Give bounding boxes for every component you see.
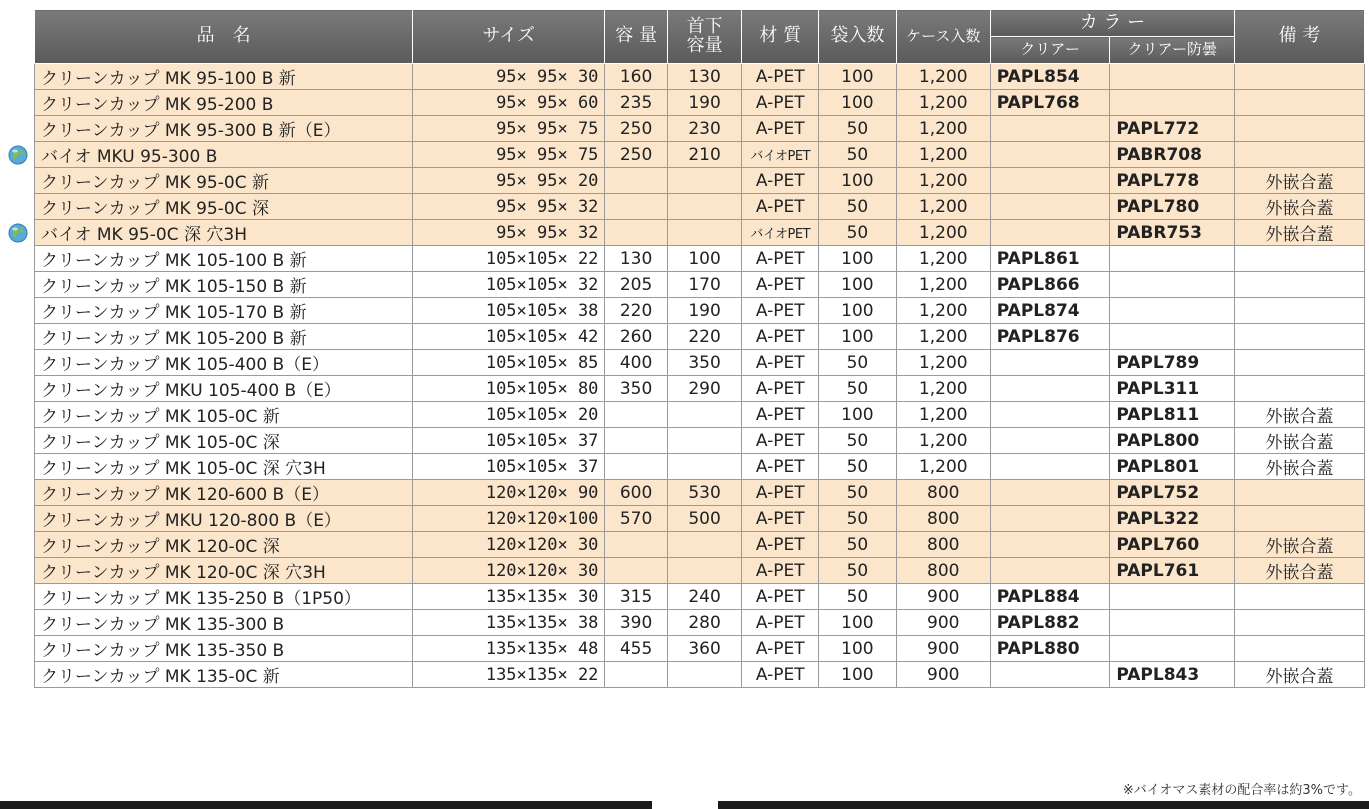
clear-code-cell: PAPL876 xyxy=(990,324,1110,350)
antifog-code-cell: PAPL761 xyxy=(1110,558,1235,584)
clear-code-cell xyxy=(990,220,1110,246)
product-name-cell: クリーンカップ MK 120-0C 深 xyxy=(35,532,413,558)
bag-qty-cell: 100 xyxy=(819,324,897,350)
table-row xyxy=(35,64,1365,90)
size-cell: 120×120× 30 xyxy=(413,532,605,558)
header-color: カ ラ ー xyxy=(990,10,1234,37)
clear-code-cell xyxy=(990,428,1110,454)
bag-qty-cell: 50 xyxy=(819,454,897,480)
case-qty-cell: 900 xyxy=(896,610,990,636)
bag-qty-cell: 100 xyxy=(819,662,897,688)
case-qty-cell: 1,200 xyxy=(896,324,990,350)
case-qty-cell: 800 xyxy=(896,480,990,506)
table-row xyxy=(35,350,1365,376)
capacity-cell: 400 xyxy=(605,350,667,376)
product-name-cell: バイオ MKU 95-300 B xyxy=(35,142,413,168)
size-cell: 95× 95× 30 xyxy=(413,64,605,90)
header-size: サイズ xyxy=(413,10,605,64)
neck-capacity-cell: 130 xyxy=(667,64,742,90)
product-name-cell: クリーンカップ MK 95-200 B xyxy=(35,90,413,116)
size-cell: 105×105× 37 xyxy=(413,454,605,480)
antifog-code-cell: PAPL801 xyxy=(1110,454,1235,480)
size-cell: 105×105× 80 xyxy=(413,376,605,402)
size-cell: 135×135× 48 xyxy=(413,636,605,662)
product-name-cell: クリーンカップ MK 105-200 B 新 xyxy=(35,324,413,350)
clear-code-cell xyxy=(990,558,1110,584)
clear-code-cell: PAPL884 xyxy=(990,584,1110,610)
size-cell: 135×135× 38 xyxy=(413,610,605,636)
antifog-code-cell xyxy=(1110,90,1235,116)
case-qty-cell: 1,200 xyxy=(896,90,990,116)
material-cell: A-PET xyxy=(742,506,819,532)
material-cell: A-PET xyxy=(742,454,819,480)
neck-capacity-cell xyxy=(667,402,742,428)
table-row xyxy=(35,298,1365,324)
material-cell: A-PET xyxy=(742,636,819,662)
bio-globe-icon xyxy=(8,223,28,243)
bag-qty-cell: 100 xyxy=(819,168,897,194)
remarks-cell xyxy=(1235,610,1365,636)
remarks-cell: 外嵌合蓋 xyxy=(1235,402,1365,428)
header-bag-qty: 袋入数 xyxy=(819,10,897,64)
case-qty-cell: 900 xyxy=(896,636,990,662)
capacity-cell: 315 xyxy=(605,584,667,610)
capacity-cell xyxy=(605,532,667,558)
antifog-code-cell: PABR753 xyxy=(1110,220,1235,246)
product-name-cell: クリーンカップ MK 95-0C 深 xyxy=(35,194,413,220)
antifog-code-cell: PAPL778 xyxy=(1110,168,1235,194)
remarks-cell xyxy=(1235,142,1365,168)
size-cell: 95× 95× 20 xyxy=(413,168,605,194)
case-qty-cell: 1,200 xyxy=(896,298,990,324)
case-qty-cell: 1,200 xyxy=(896,428,990,454)
material-cell: A-PET xyxy=(742,662,819,688)
antifog-code-cell xyxy=(1110,636,1235,662)
capacity-cell xyxy=(605,454,667,480)
clear-code-cell xyxy=(990,116,1110,142)
product-name-cell: クリーンカップ MK 105-170 B 新 xyxy=(35,298,413,324)
material-cell: A-PET xyxy=(742,584,819,610)
clear-code-cell xyxy=(990,532,1110,558)
capacity-cell xyxy=(605,194,667,220)
clear-code-cell: PAPL882 xyxy=(990,610,1110,636)
table-row xyxy=(35,584,1365,610)
table-row xyxy=(35,116,1365,142)
size-cell: 105×105× 32 xyxy=(413,272,605,298)
neck-capacity-cell: 280 xyxy=(667,610,742,636)
remarks-cell xyxy=(1235,584,1365,610)
bag-qty-cell: 50 xyxy=(819,506,897,532)
case-qty-cell: 1,200 xyxy=(896,142,990,168)
neck-capacity-cell: 290 xyxy=(667,376,742,402)
table-row xyxy=(35,558,1365,584)
case-qty-cell: 1,200 xyxy=(896,220,990,246)
remarks-cell xyxy=(1235,636,1365,662)
clear-code-cell xyxy=(990,454,1110,480)
material-cell: A-PET xyxy=(742,116,819,142)
remarks-cell: 外嵌合蓋 xyxy=(1235,168,1365,194)
table-row xyxy=(35,194,1365,220)
capacity-cell: 260 xyxy=(605,324,667,350)
capacity-cell: 250 xyxy=(605,116,667,142)
neck-capacity-cell: 360 xyxy=(667,636,742,662)
neck-capacity-cell: 170 xyxy=(667,272,742,298)
header-case-qty: ケース入数 xyxy=(896,10,990,64)
size-cell: 135×135× 30 xyxy=(413,584,605,610)
bag-qty-cell: 100 xyxy=(819,298,897,324)
table-row xyxy=(35,480,1365,506)
product-name-cell: バイオ MK 95-0C 深 穴3H xyxy=(35,220,413,246)
material-cell: A-PET xyxy=(742,480,819,506)
clear-code-cell: PAPL861 xyxy=(990,246,1110,272)
material-cell: A-PET xyxy=(742,558,819,584)
antifog-code-cell xyxy=(1110,610,1235,636)
clear-code-cell: PAPL768 xyxy=(990,90,1110,116)
material-cell: A-PET xyxy=(742,428,819,454)
bag-qty-cell: 100 xyxy=(819,402,897,428)
bag-qty-cell: 50 xyxy=(819,428,897,454)
table-row xyxy=(35,246,1365,272)
capacity-cell: 250 xyxy=(605,142,667,168)
table-row xyxy=(35,402,1365,428)
size-cell: 135×135× 22 xyxy=(413,662,605,688)
clear-code-cell: PAPL866 xyxy=(990,272,1110,298)
clear-code-cell xyxy=(990,402,1110,428)
bag-qty-cell: 50 xyxy=(819,532,897,558)
case-qty-cell: 900 xyxy=(896,662,990,688)
table-row xyxy=(35,220,1365,246)
table-row xyxy=(35,90,1365,116)
neck-capacity-cell: 500 xyxy=(667,506,742,532)
table-row xyxy=(35,324,1365,350)
remarks-cell: 外嵌合蓋 xyxy=(1235,454,1365,480)
neck-capacity-cell xyxy=(667,532,742,558)
bag-qty-cell: 100 xyxy=(819,636,897,662)
antifog-code-cell: PAPL811 xyxy=(1110,402,1235,428)
product-name-cell: クリーンカップ MK 120-0C 深 穴3H xyxy=(35,558,413,584)
table-row xyxy=(35,272,1365,298)
antifog-code-cell: PAPL843 xyxy=(1110,662,1235,688)
neck-capacity-cell xyxy=(667,168,742,194)
material-cell: A-PET xyxy=(742,272,819,298)
bag-qty-cell: 100 xyxy=(819,610,897,636)
bag-qty-cell: 50 xyxy=(819,558,897,584)
neck-capacity-cell: 350 xyxy=(667,350,742,376)
remarks-cell xyxy=(1235,298,1365,324)
antifog-code-cell: PAPL760 xyxy=(1110,532,1235,558)
material-cell: バイオPET xyxy=(742,142,819,168)
antifog-code-cell: PAPL780 xyxy=(1110,194,1235,220)
bag-qty-cell: 50 xyxy=(819,116,897,142)
table-row xyxy=(35,532,1365,558)
table-body xyxy=(35,64,1365,688)
antifog-code-cell: PAPL800 xyxy=(1110,428,1235,454)
product-name-cell: クリーンカップ MK 105-150 B 新 xyxy=(35,272,413,298)
antifog-code-cell xyxy=(1110,324,1235,350)
capacity-cell: 130 xyxy=(605,246,667,272)
size-cell: 95× 95× 75 xyxy=(413,142,605,168)
clear-code-cell xyxy=(990,480,1110,506)
bag-qty-cell: 100 xyxy=(819,64,897,90)
antifog-code-cell: PAPL322 xyxy=(1110,506,1235,532)
size-cell: 105×105× 38 xyxy=(413,298,605,324)
product-spec-table xyxy=(34,9,1365,688)
material-cell: A-PET xyxy=(742,298,819,324)
case-qty-cell: 1,200 xyxy=(896,168,990,194)
product-name-cell: クリーンカップ MKU 105-400 B（E） xyxy=(35,376,413,402)
material-cell: A-PET xyxy=(742,610,819,636)
neck-capacity-cell: 190 xyxy=(667,90,742,116)
size-cell: 120×120×100 xyxy=(413,506,605,532)
bag-qty-cell: 50 xyxy=(819,376,897,402)
product-name-cell: クリーンカップ MK 105-400 B（E） xyxy=(35,350,413,376)
remarks-cell xyxy=(1235,324,1365,350)
clear-code-cell xyxy=(990,350,1110,376)
material-cell: A-PET xyxy=(742,168,819,194)
size-cell: 95× 95× 60 xyxy=(413,90,605,116)
size-cell: 105×105× 22 xyxy=(413,246,605,272)
bag-qty-cell: 100 xyxy=(819,90,897,116)
antifog-code-cell xyxy=(1110,246,1235,272)
product-name-cell: クリーンカップ MK 105-0C 深 xyxy=(35,428,413,454)
footnote: ※バイオマス素材の配合率は約3%です。 xyxy=(1122,783,1361,798)
material-cell: A-PET xyxy=(742,350,819,376)
neck-capacity-cell: 190 xyxy=(667,298,742,324)
remarks-cell: 外嵌合蓋 xyxy=(1235,558,1365,584)
remarks-cell xyxy=(1235,506,1365,532)
antifog-code-cell: PAPL752 xyxy=(1110,480,1235,506)
product-name-cell: クリーンカップ MK 120-600 B（E） xyxy=(35,480,413,506)
product-name-cell: クリーンカップ MK 135-0C 新 xyxy=(35,662,413,688)
remarks-cell xyxy=(1235,376,1365,402)
product-name-cell: クリーンカップ MK 135-300 B xyxy=(35,610,413,636)
header-clear: クリアー xyxy=(990,37,1110,64)
capacity-cell: 235 xyxy=(605,90,667,116)
product-name-cell: クリーンカップ MK 95-300 B 新（E） xyxy=(35,116,413,142)
neck-capacity-cell: 100 xyxy=(667,246,742,272)
table-row xyxy=(35,506,1365,532)
bio-icon-column xyxy=(0,0,34,809)
product-name-cell: クリーンカップ MK 95-0C 新 xyxy=(35,168,413,194)
case-qty-cell: 800 xyxy=(896,532,990,558)
bio-globe-icon xyxy=(8,145,28,165)
case-qty-cell: 1,200 xyxy=(896,272,990,298)
product-name-cell: クリーンカップ MK 95-100 B 新 xyxy=(35,64,413,90)
capacity-cell: 160 xyxy=(605,64,667,90)
remarks-cell xyxy=(1235,480,1365,506)
capacity-cell xyxy=(605,220,667,246)
product-name-cell: クリーンカップ MKU 120-800 B（E） xyxy=(35,506,413,532)
neck-capacity-cell: 210 xyxy=(667,142,742,168)
case-qty-cell: 1,200 xyxy=(896,246,990,272)
bag-qty-cell: 50 xyxy=(819,194,897,220)
clear-code-cell: PAPL854 xyxy=(990,64,1110,90)
clear-code-cell xyxy=(990,376,1110,402)
capacity-cell: 220 xyxy=(605,298,667,324)
material-cell: A-PET xyxy=(742,246,819,272)
neck-capacity-cell: 230 xyxy=(667,116,742,142)
neck-capacity-cell: 240 xyxy=(667,584,742,610)
clear-code-cell: PAPL874 xyxy=(990,298,1110,324)
product-name-cell: クリーンカップ MK 105-0C 新 xyxy=(35,402,413,428)
bag-qty-cell: 100 xyxy=(819,246,897,272)
material-cell: A-PET xyxy=(742,194,819,220)
capacity-cell: 570 xyxy=(605,506,667,532)
material-cell: A-PET xyxy=(742,324,819,350)
size-cell: 120×120× 30 xyxy=(413,558,605,584)
clear-code-cell xyxy=(990,662,1110,688)
capacity-cell: 455 xyxy=(605,636,667,662)
neck-capacity-cell xyxy=(667,194,742,220)
capacity-cell: 390 xyxy=(605,610,667,636)
remarks-cell: 外嵌合蓋 xyxy=(1235,532,1365,558)
table-row xyxy=(35,636,1365,662)
clear-code-cell xyxy=(990,168,1110,194)
remarks-cell xyxy=(1235,90,1365,116)
case-qty-cell: 800 xyxy=(896,506,990,532)
size-cell: 105×105× 42 xyxy=(413,324,605,350)
size-cell: 105×105× 20 xyxy=(413,402,605,428)
table-row xyxy=(35,142,1365,168)
material-cell: A-PET xyxy=(742,90,819,116)
remarks-cell xyxy=(1235,246,1365,272)
neck-capacity-cell xyxy=(667,454,742,480)
antifog-code-cell: PAPL772 xyxy=(1110,116,1235,142)
antifog-code-cell: PAPL311 xyxy=(1110,376,1235,402)
capacity-cell xyxy=(605,168,667,194)
case-qty-cell: 900 xyxy=(896,584,990,610)
product-name-cell: クリーンカップ MK 105-100 B 新 xyxy=(35,246,413,272)
neck-capacity-cell xyxy=(667,220,742,246)
clear-code-cell xyxy=(990,194,1110,220)
table-row xyxy=(35,168,1365,194)
capacity-cell xyxy=(605,428,667,454)
bag-qty-cell: 50 xyxy=(819,142,897,168)
header-neck-capacity xyxy=(667,10,742,64)
case-qty-cell: 1,200 xyxy=(896,376,990,402)
product-name-cell: クリーンカップ MK 105-0C 深 穴3H xyxy=(35,454,413,480)
header-name: 品 名 xyxy=(35,10,413,64)
bag-qty-cell: 100 xyxy=(819,272,897,298)
case-qty-cell: 1,200 xyxy=(896,64,990,90)
bag-qty-cell: 50 xyxy=(819,584,897,610)
antifog-code-cell xyxy=(1110,584,1235,610)
clear-code-cell: PAPL880 xyxy=(990,636,1110,662)
size-cell: 95× 95× 75 xyxy=(413,116,605,142)
material-cell: A-PET xyxy=(742,402,819,428)
neck-capacity-cell xyxy=(667,428,742,454)
size-cell: 105×105× 85 xyxy=(413,350,605,376)
bag-qty-cell: 50 xyxy=(819,220,897,246)
case-qty-cell: 1,200 xyxy=(896,454,990,480)
table-row xyxy=(35,428,1365,454)
bottom-tab xyxy=(652,801,718,809)
neck-capacity-cell: 220 xyxy=(667,324,742,350)
size-cell: 95× 95× 32 xyxy=(413,220,605,246)
remarks-cell xyxy=(1235,116,1365,142)
antifog-code-cell xyxy=(1110,272,1235,298)
capacity-cell xyxy=(605,662,667,688)
antifog-code-cell xyxy=(1110,298,1235,324)
case-qty-cell: 1,200 xyxy=(896,194,990,220)
remarks-cell: 外嵌合蓋 xyxy=(1235,194,1365,220)
header-material: 材 質 xyxy=(742,10,819,64)
remarks-cell xyxy=(1235,272,1365,298)
neck-capacity-cell: 530 xyxy=(667,480,742,506)
case-qty-cell: 1,200 xyxy=(896,116,990,142)
clear-code-cell xyxy=(990,506,1110,532)
capacity-cell xyxy=(605,402,667,428)
header-capacity: 容 量 xyxy=(605,10,667,64)
size-cell: 105×105× 37 xyxy=(413,428,605,454)
case-qty-cell: 1,200 xyxy=(896,350,990,376)
header-neck-capacity-text: 首下容量 xyxy=(686,15,723,56)
bag-qty-cell: 50 xyxy=(819,480,897,506)
antifog-code-cell xyxy=(1110,64,1235,90)
product-name-cell: クリーンカップ MK 135-250 B（1P50） xyxy=(35,584,413,610)
capacity-cell: 205 xyxy=(605,272,667,298)
antifog-code-cell: PAPL789 xyxy=(1110,350,1235,376)
remarks-cell xyxy=(1235,350,1365,376)
capacity-cell xyxy=(605,558,667,584)
header-antifog: クリアー防曇 xyxy=(1110,37,1235,64)
header-remarks: 備 考 xyxy=(1235,10,1365,64)
case-qty-cell: 1,200 xyxy=(896,402,990,428)
antifog-code-cell: PABR708 xyxy=(1110,142,1235,168)
table-row xyxy=(35,610,1365,636)
clear-code-cell xyxy=(990,142,1110,168)
remarks-cell: 外嵌合蓋 xyxy=(1235,428,1365,454)
case-qty-cell: 800 xyxy=(896,558,990,584)
bag-qty-cell: 50 xyxy=(819,350,897,376)
size-cell: 95× 95× 32 xyxy=(413,194,605,220)
neck-capacity-cell xyxy=(667,558,742,584)
material-cell: バイオPET xyxy=(742,220,819,246)
capacity-cell: 600 xyxy=(605,480,667,506)
remarks-cell: 外嵌合蓋 xyxy=(1235,662,1365,688)
table-row xyxy=(35,376,1365,402)
remarks-cell: 外嵌合蓋 xyxy=(1235,220,1365,246)
product-name-cell: クリーンカップ MK 135-350 B xyxy=(35,636,413,662)
table-row xyxy=(35,454,1365,480)
material-cell: A-PET xyxy=(742,64,819,90)
size-cell: 120×120× 90 xyxy=(413,480,605,506)
neck-capacity-cell xyxy=(667,662,742,688)
material-cell: A-PET xyxy=(742,376,819,402)
table-row xyxy=(35,662,1365,688)
material-cell: A-PET xyxy=(742,532,819,558)
capacity-cell: 350 xyxy=(605,376,667,402)
remarks-cell xyxy=(1235,64,1365,90)
